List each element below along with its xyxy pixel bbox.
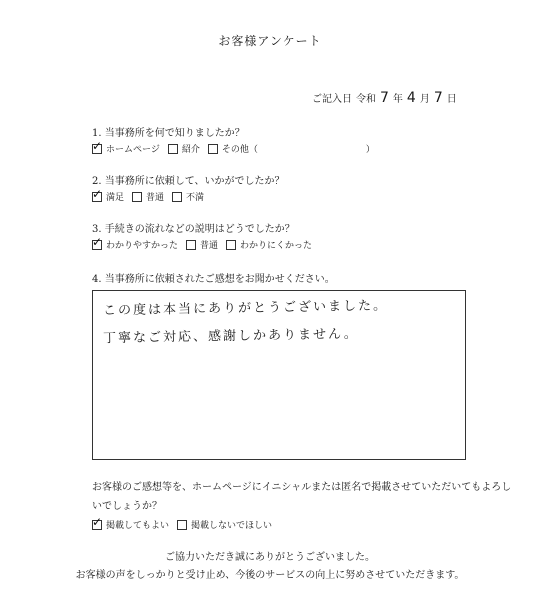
- checkbox-normal[interactable]: [186, 240, 196, 250]
- option-publish-ok[interactable]: [92, 518, 169, 531]
- option-average[interactable]: [132, 190, 164, 203]
- option-other[interactable]: [208, 142, 375, 155]
- option-label: 紹介: [181, 145, 200, 155]
- option-label: ホームページ: [106, 145, 160, 155]
- option-dissatisfied[interactable]: [172, 190, 204, 203]
- question-4: 4. 当事務所に依頼されたご感想をお聞かせください。: [92, 274, 335, 285]
- checkbox-average[interactable]: [132, 192, 142, 202]
- checkbox-dissatisfied[interactable]: [172, 192, 182, 202]
- option-unclear[interactable]: [226, 238, 312, 251]
- date-month[interactable]: 4: [406, 90, 416, 106]
- option-homepage[interactable]: [92, 142, 160, 155]
- option-clear[interactable]: [92, 238, 178, 251]
- date-year-unit: 年: [392, 94, 403, 105]
- consent-question: お客様のご感想等を、ホームページにイニシャルまたは匿名で掲載させていただいてもよろしいでしょうか？: [92, 482, 512, 512]
- checkbox-publish-no[interactable]: [177, 520, 187, 530]
- question-2: 2. 当事務所に依頼して、いかがでしたか？: [92, 176, 285, 187]
- option-label: わかりやすかった: [106, 241, 179, 251]
- comment-box[interactable]: [92, 290, 466, 460]
- checkbox-publish-ok[interactable]: [92, 520, 102, 530]
- option-referral[interactable]: [168, 142, 200, 155]
- question-1: 1. 当事務所を何で知りましたか？: [92, 128, 245, 139]
- checkbox-homepage[interactable]: [92, 144, 102, 154]
- date-month-unit: 月: [419, 94, 430, 105]
- option-satisfied[interactable]: [92, 190, 124, 203]
- date-year[interactable]: 7: [380, 90, 389, 106]
- page-title: お客様アンケート: [218, 34, 322, 48]
- question-1-options: [92, 142, 375, 155]
- question-3: 3. 手続きの流れなどの説明はどうでしたか？: [92, 224, 295, 235]
- comment-line-2: 丁寧なご対応、感謝しかありません。: [102, 326, 359, 347]
- question-2-options: [92, 190, 204, 203]
- date-day-unit: 日: [446, 94, 457, 105]
- date-label: ご記入日: [312, 94, 352, 105]
- question-3-options: [92, 238, 312, 251]
- option-label: 掲載しないでほしい: [191, 521, 273, 531]
- option-label: わかりにくかった: [240, 241, 313, 251]
- option-publish-no[interactable]: [177, 518, 272, 531]
- checkbox-other[interactable]: [208, 144, 218, 154]
- checkbox-referral[interactable]: [168, 144, 178, 154]
- comment-line-1: この度は本当にありがとうございました。: [102, 298, 389, 319]
- closing-line-2: お客様の声をしっかりと受け止め、今後のサービスの向上に努めさせていただきます。: [75, 570, 465, 581]
- closing-line-1: ご協力いただき誠にありがとうございました。: [165, 552, 375, 563]
- date-day[interactable]: 7: [433, 90, 443, 106]
- option-label: その他（ ）: [221, 145, 375, 155]
- option-label: 普通: [146, 193, 165, 203]
- date-era: 令和: [356, 94, 376, 105]
- checkbox-satisfied[interactable]: [92, 192, 102, 202]
- checkbox-unclear[interactable]: [226, 240, 236, 250]
- option-label: 掲載してもよい: [106, 521, 170, 531]
- option-label: 不満: [186, 193, 205, 203]
- option-label: 満足: [106, 193, 125, 203]
- consent-options: [92, 518, 272, 531]
- option-normal[interactable]: [186, 238, 218, 251]
- checkbox-clear[interactable]: [92, 240, 102, 250]
- entry-date: [312, 90, 457, 106]
- option-label: 普通: [200, 241, 219, 251]
